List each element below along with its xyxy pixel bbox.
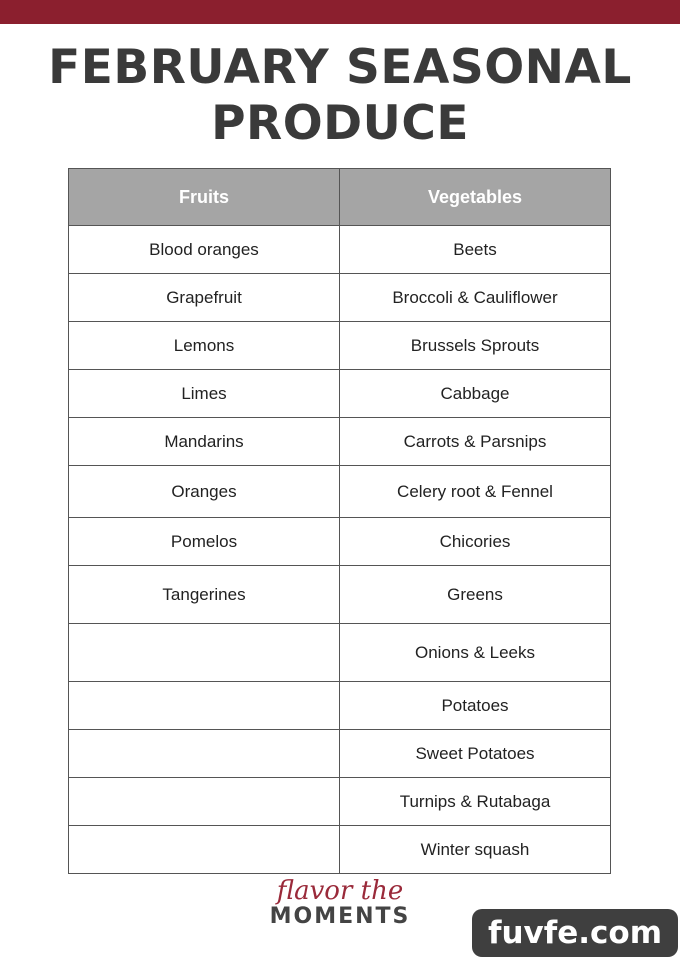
title-line-2: PRODUCE — [211, 96, 469, 151]
fruit-cell: Grapefruit — [69, 274, 340, 322]
table-row — [69, 624, 611, 682]
vegetable-cell: Beets — [340, 226, 611, 274]
header-fruits: Fruits — [69, 169, 340, 226]
table-row — [69, 566, 611, 624]
vegetable-cell: Potatoes — [340, 682, 611, 730]
produce-table — [68, 168, 611, 874]
table-row — [69, 226, 611, 274]
table-row — [69, 682, 611, 730]
fruit-cell — [69, 730, 340, 778]
table-row — [69, 778, 611, 826]
table-row — [69, 826, 611, 874]
table-row — [69, 518, 611, 566]
logo-wordmark: MOMENTS — [269, 904, 411, 929]
vegetable-cell: Celery root & Fennel — [340, 466, 611, 518]
fruit-cell: Blood oranges — [69, 226, 340, 274]
fruit-cell: Oranges — [69, 466, 340, 518]
watermark-badge: fuvfe.com — [472, 909, 678, 957]
table-row — [69, 274, 611, 322]
vegetable-cell: Turnips & Rutabaga — [340, 778, 611, 826]
vegetable-cell: Greens — [340, 566, 611, 624]
fruit-cell — [69, 682, 340, 730]
vegetable-cell: Sweet Potatoes — [340, 730, 611, 778]
table-header-row — [69, 169, 611, 226]
logo-script-text: flavor the — [276, 876, 404, 906]
fruit-cell: Mandarins — [69, 418, 340, 466]
header-vegetables: Vegetables — [340, 169, 611, 226]
table-row — [69, 322, 611, 370]
page-title — [0, 40, 680, 152]
fruit-cell: Limes — [69, 370, 340, 418]
table-row — [69, 370, 611, 418]
vegetable-cell: Winter squash — [340, 826, 611, 874]
vegetable-cell: Broccoli & Cauliflower — [340, 274, 611, 322]
fruit-cell: Tangerines — [69, 566, 340, 624]
vegetable-cell: Cabbage — [340, 370, 611, 418]
vegetable-cell: Brussels Sprouts — [340, 322, 611, 370]
vegetable-cell: Onions & Leeks — [340, 624, 611, 682]
vegetable-cell: Chicories — [340, 518, 611, 566]
table-row — [69, 466, 611, 518]
vegetable-cell: Carrots & Parsnips — [340, 418, 611, 466]
fruit-cell — [69, 826, 340, 874]
top-accent-bar — [0, 0, 680, 24]
fruit-cell — [69, 624, 340, 682]
fruit-cell: Lemons — [69, 322, 340, 370]
title-line-1: FEBRUARY SEASONAL — [48, 40, 632, 95]
table-row — [69, 418, 611, 466]
fruit-cell — [69, 778, 340, 826]
fruit-cell: Pomelos — [69, 518, 340, 566]
table-row — [69, 730, 611, 778]
